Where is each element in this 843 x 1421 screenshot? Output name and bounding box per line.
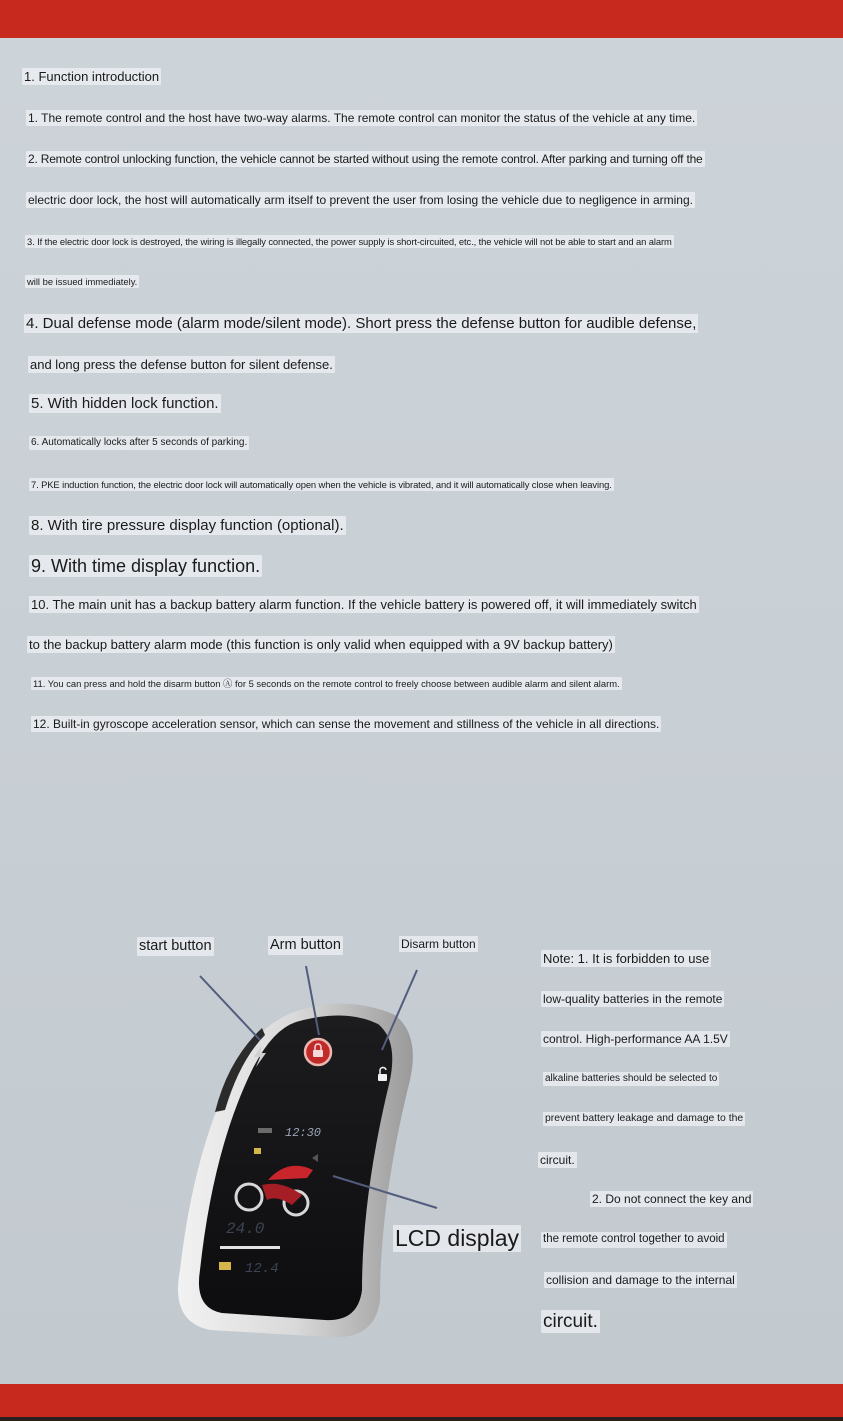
note-line-9: collision and damage to the internal bbox=[546, 1273, 735, 1287]
item-4-line-2: and long press the defense button for silent defense. bbox=[30, 357, 333, 372]
start-leader-line bbox=[200, 976, 260, 1040]
arm-button-label: Arm button bbox=[270, 937, 341, 953]
item-2-line-2: electric door lock, the host will automatically arm itself to prevent the user from losing the vehicle due to negligence in arming. bbox=[28, 193, 693, 207]
note-line-3: control. High-performance AA 1.5V bbox=[543, 1032, 728, 1046]
note-line-6: circuit. bbox=[540, 1153, 575, 1167]
screen-voltage: 12.4 bbox=[245, 1261, 279, 1277]
screen-lock-icon bbox=[254, 1148, 261, 1154]
item-10-line-1: 10. The main unit has a backup battery alarm function. If the vehicle battery is powered off, it will immediately switch bbox=[31, 597, 697, 612]
screen-value: 24.0 bbox=[226, 1220, 265, 1238]
note-line-5: prevent battery leakage and damage to the bbox=[543, 1112, 745, 1126]
screen-time: 12:30 bbox=[285, 1126, 322, 1140]
note-line-7: 2. Do not connect the key and bbox=[592, 1192, 752, 1206]
note-line-1: Note: 1. It is forbidden to use bbox=[543, 951, 710, 966]
disarm-button-label: Disarm button bbox=[401, 937, 476, 951]
item-7: 7. PKE induction function, the electric door lock will automatically open when the vehicle is vibrated, and it will automatically close when leaving. bbox=[31, 479, 612, 490]
section-heading: 1. Function introduction bbox=[24, 69, 160, 84]
item-10-line-2: to the backup battery alarm mode (this function is only valid when equipped with a 9V backup battery) bbox=[29, 637, 613, 652]
item-9: 9. With time display function. bbox=[31, 556, 261, 576]
item-5: 5. With hidden lock function. bbox=[31, 395, 219, 412]
start-button-label: start button bbox=[139, 938, 212, 954]
item-3-line-1: 3. If the electric door lock is destroyed, the wiring is illegally connected, the power supply is short-circuited, etc., the vehicle will not be able to start and an alarm bbox=[27, 236, 672, 247]
note-line-4: alkaline batteries should be selected to bbox=[545, 1073, 718, 1084]
note-line-2: low-quality batteries in the remote bbox=[543, 992, 723, 1006]
item-8: 8. With tire pressure display function (optional). bbox=[31, 517, 344, 534]
item-12: 12. Built-in gyroscope acceleration sensor, which can sense the movement and stillness of the vehicle in all directions. bbox=[33, 717, 660, 731]
item-1: 1. The remote control and the host have two-way alarms. The remote control can monitor the status of the vehicle at any time. bbox=[28, 111, 696, 125]
item-11: 11. You can press and hold the disarm button Ⓐ for 5 seconds on the remote control to freely choose between audible alarm and silent alarm. bbox=[33, 678, 620, 689]
item-4-line-1: 4. Dual defense mode (alarm mode/silent mode). Short press the defense button for audible defense, bbox=[26, 315, 697, 332]
screen-battery-icon bbox=[219, 1262, 231, 1270]
item-3-line-2: will be issued immediately. bbox=[27, 276, 138, 287]
note-line-10: circuit. bbox=[543, 1311, 598, 1332]
item-6: 6. Automatically locks after 5 seconds of parking. bbox=[31, 437, 248, 448]
item-2-line-1: 2. Remote control unlocking function, the vehicle cannot be started without using the remote control. After parking and turning off the bbox=[28, 152, 703, 166]
note-line-8: the remote control together to avoid bbox=[541, 1232, 727, 1248]
lcd-display-label: LCD display bbox=[395, 1225, 519, 1251]
